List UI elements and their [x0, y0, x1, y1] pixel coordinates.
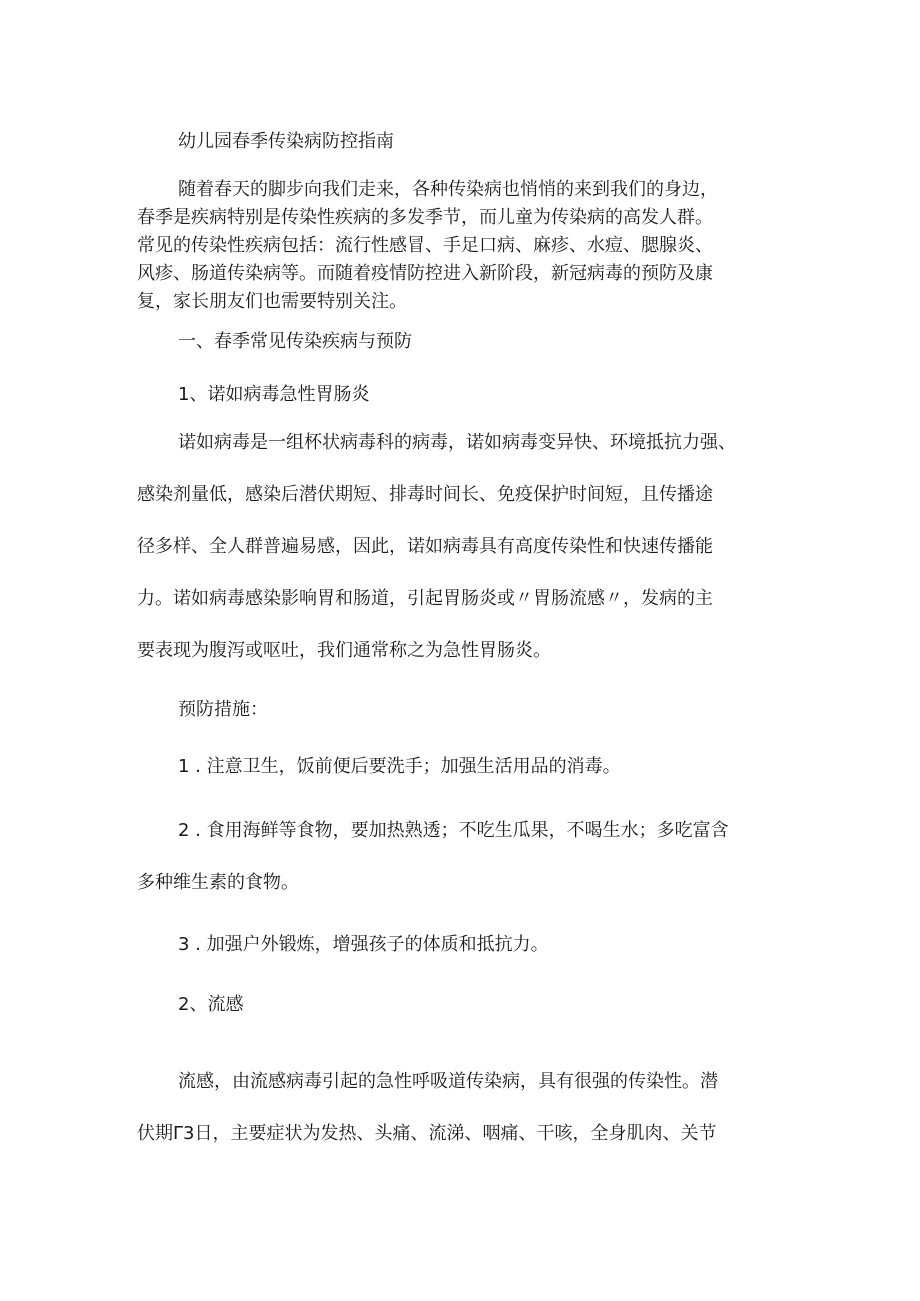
document-title: 幼儿园春季传染病防控指南 — [178, 131, 394, 152]
paragraph-line: 2 . 食用海鲜等食物，要加热熟透；不吃生瓜果，不喝生水；多吃富含 — [178, 820, 729, 841]
intro-line: 随着春天的脚步向我们走来，各种传染病也悄悄的来到我们的身边， — [178, 179, 718, 200]
subsection-heading-norovirus: 1、诺如病毒急性胃肠炎 — [178, 384, 370, 405]
section-heading: 一、春季常见传染疾病与预防 — [178, 331, 412, 352]
intro-line: 风疹、肠道传染病等。而随着疫情防控进入新阶段，新冠病毒的预防及康 — [137, 263, 713, 284]
intro-line: 春季是疾病特别是传染性疾病的多发季节，而儿童为传染病的高发人群。 — [137, 207, 713, 228]
flu-paragraph — [137, 1056, 718, 1160]
paragraph-line: 径多样、全人群普遍易感，因此，诺如病毒具有高度传染性和快速传播能 — [137, 536, 713, 557]
paragraph-line: 多种维生素的食物。 — [137, 872, 299, 893]
prevention-measure-3: 3 . 加强户外锻炼，增强孩子的体质和抵抗力。 — [178, 934, 549, 955]
subsection-heading-flu: 2、流感 — [178, 994, 244, 1015]
paragraph-line: 流感，由流感病毒引起的急性呼吸道传染病，具有很强的传染性。潜 — [178, 1071, 718, 1092]
paragraph-line: 力。诺如病毒感染影响胃和肠道，引起胃肠炎或〃胃肠流感〃，发病的主 — [137, 588, 713, 609]
intro-line: 复，家长朋友们也需要特别关注。 — [137, 291, 407, 312]
paragraph-line: 感染剂量低，感染后潜伏期短、排毒时间长、免疫保护时间短，且传播途 — [137, 484, 713, 505]
paragraph-line: 要表现为腹泻或呕吐，我们通常称之为急性胃肠炎。 — [137, 640, 551, 661]
intro-line: 常见的传染性疾病包括：流行性感冒、手足口病、麻疹、水痘、腮腺炎、 — [137, 235, 713, 256]
paragraph-line: 诺如病毒是一组杯状病毒科的病毒，诺如病毒变异快、环境抵抗力强、 — [178, 432, 736, 453]
intro-paragraph — [137, 176, 797, 316]
norovirus-paragraph — [137, 417, 736, 677]
prevention-heading: 预防措施： — [178, 699, 268, 720]
paragraph-line: 伏期Γ3日，主要症状为发热、头痛、流涕、咽痛、干咳，全身肌肉、关节 — [137, 1123, 717, 1144]
prevention-measure-2 — [137, 805, 729, 909]
prevention-measure-1: 1 . 注意卫生，饭前便后要洗手；加强生活用品的消毒。 — [178, 756, 621, 777]
